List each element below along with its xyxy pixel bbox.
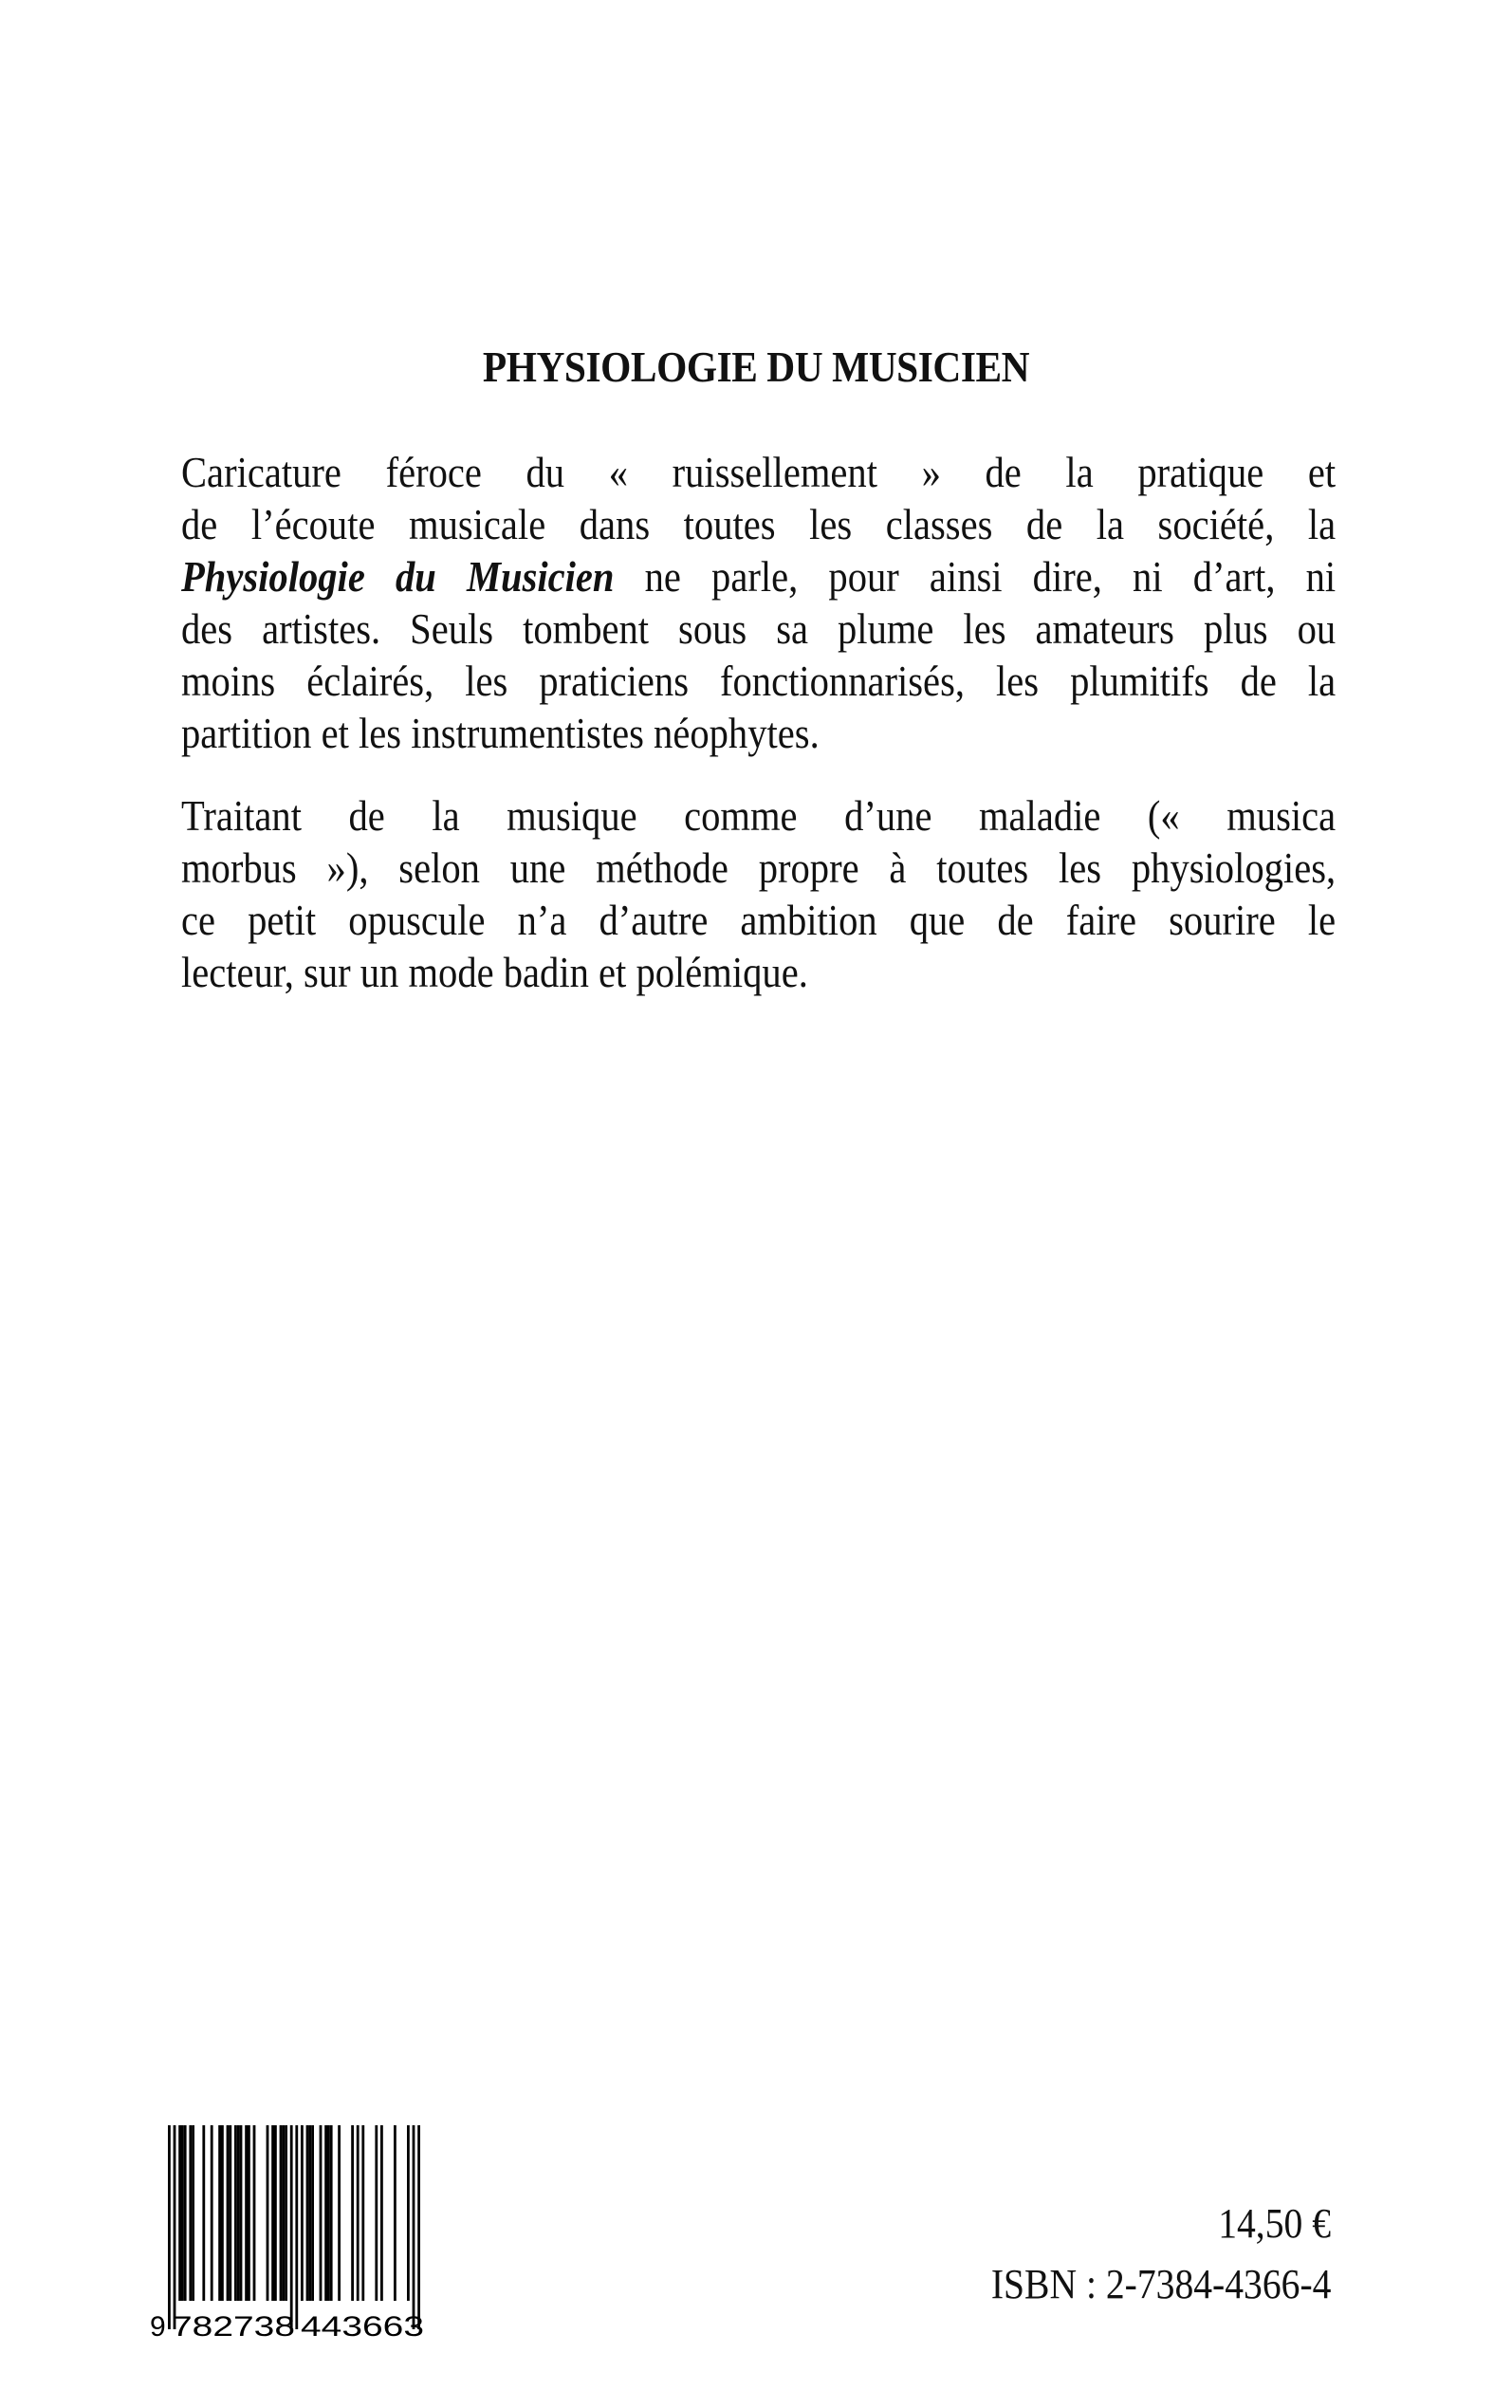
- barcode-bar: [218, 2125, 221, 2301]
- text-line: morbus »), selon une méthode propre à toutes les physiologies,: [181, 843, 1337, 892]
- book-title: PHYSIOLOGIE DU MUSICIEN: [482, 343, 1030, 391]
- barcode-bar: [380, 2125, 383, 2301]
- barcode-bar: [192, 2125, 194, 2301]
- barcode-bar: [234, 2125, 237, 2301]
- barcode-bar: [227, 2125, 230, 2301]
- barcode-bar: [253, 2125, 256, 2301]
- barcode-bar: [174, 2125, 176, 2329]
- text-line: Traitant de la musique comme d’une maladie (« musica: [181, 791, 1337, 840]
- blurb-paragraph-2: [181, 789, 1336, 998]
- text-line: des artistes. Seuls tombent sous sa plume les amateurs plus ou: [181, 604, 1337, 653]
- barcode-bar: [229, 2125, 231, 2301]
- ean13-barcode: [142, 2125, 446, 2343]
- price: 14,50 €: [1218, 2200, 1331, 2247]
- barcode-bar: [181, 2125, 184, 2301]
- barcode-bar: [240, 2125, 243, 2301]
- barcode-bar: [245, 2125, 248, 2301]
- barcode-bar: [189, 2125, 192, 2301]
- barcode-bar: [271, 2125, 274, 2301]
- blurb-paragraph-1: [181, 446, 1336, 759]
- text-line: lecteur, sur un mode badin et polémique.: [181, 948, 808, 996]
- barcode-bar: [237, 2125, 240, 2301]
- barcode-bar: [338, 2125, 341, 2301]
- barcode-bar: [311, 2125, 314, 2301]
- barcode-bar: [168, 2125, 171, 2329]
- barcode-bar: [417, 2125, 420, 2329]
- barcode-bar: [267, 2125, 269, 2301]
- text-fragment: ne parle, pour ainsi dire, ni d’art, ni: [614, 552, 1337, 601]
- barcode-bar: [357, 2125, 360, 2301]
- barcode-first-digit: 9: [150, 2311, 166, 2343]
- barcode-bar: [211, 2125, 213, 2301]
- barcode-bar: [274, 2125, 277, 2301]
- text-line: moins éclairés, les praticiens fonctionnarisés, les plumitifs de la: [181, 657, 1337, 705]
- barcode-bar: [202, 2125, 205, 2301]
- barcode-bars: [168, 2125, 420, 2329]
- isbn: ISBN : 2-7384-4366-4: [990, 2261, 1331, 2307]
- barcode-bar: [407, 2125, 410, 2301]
- barcode-bar: [375, 2125, 378, 2301]
- barcode-bar: [361, 2125, 364, 2301]
- barcode-bar: [308, 2125, 311, 2301]
- barcode-bar: [301, 2125, 304, 2301]
- barcode-bar: [320, 2125, 323, 2301]
- barcode-bar: [330, 2125, 333, 2301]
- barcode-bar: [280, 2125, 283, 2301]
- barcode-right-digits: 443663: [301, 2311, 424, 2343]
- barcode-bar: [248, 2125, 250, 2301]
- barcode-bar: [351, 2125, 354, 2301]
- barcode-bar: [295, 2125, 298, 2329]
- book-title-italic: Physiologie du Musicien: [181, 552, 615, 601]
- text-line: partition et les instrumentistes néophytes.: [181, 709, 820, 757]
- barcode-bar: [178, 2125, 181, 2301]
- barcode-bar: [394, 2125, 396, 2301]
- text-line: [181, 550, 1336, 602]
- barcode-bar: [282, 2125, 285, 2301]
- barcode-left-digits: 782738: [172, 2311, 295, 2343]
- barcode-bar: [221, 2125, 224, 2301]
- barcode-bar: [413, 2125, 415, 2329]
- text-line: de l’écoute musicale dans toutes les classes de la société, la: [181, 500, 1337, 548]
- barcode-bar: [290, 2125, 293, 2329]
- barcode-bar: [285, 2125, 287, 2301]
- text-line: Caricature féroce du « ruissellement » de la pratique et: [181, 448, 1337, 496]
- barcode-bar: [184, 2125, 187, 2301]
- barcode-bar: [327, 2125, 330, 2301]
- barcode-bar: [324, 2125, 327, 2301]
- barcode-bar: [306, 2125, 309, 2301]
- text-line: ce petit opuscule n’a d’autre ambition que de faire sourire le: [181, 896, 1337, 944]
